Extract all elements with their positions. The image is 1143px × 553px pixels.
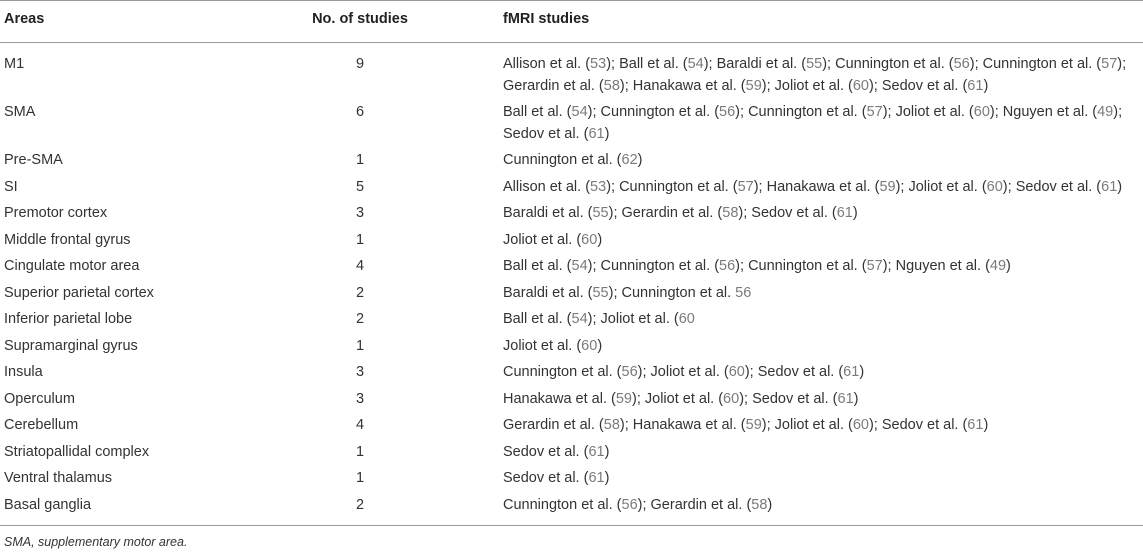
table-body — [0, 43, 1143, 526]
citation-author: Joliot et al. ( — [503, 337, 582, 354]
citation-reference-number[interactable]: 54 — [687, 56, 704, 72]
citation — [503, 285, 622, 301]
table-row — [0, 229, 1143, 256]
citation-reference-number[interactable]: 56 — [719, 258, 736, 274]
citation-reference-number[interactable]: 61 — [843, 364, 860, 380]
cell-study-count: 3 — [355, 364, 365, 380]
citation-punctuation: ); — [608, 205, 622, 221]
citation-author: Ball et al. ( — [619, 56, 688, 72]
cell-study-count: 1 — [355, 152, 365, 168]
cell-study-count: 2 — [355, 311, 365, 327]
citation-author: Cunnington et al. ( — [600, 104, 720, 120]
table-row — [0, 308, 1143, 335]
citation-punctuation: ); — [703, 56, 717, 72]
citation-punctuation: ); — [868, 78, 882, 94]
citation — [619, 56, 717, 72]
citation-punctuation: ); — [608, 284, 622, 301]
citation-reference-number[interactable]: 58 — [603, 78, 620, 94]
citation-punctuation: ) — [637, 152, 643, 168]
cell-area: Striatopallidal complex — [4, 443, 150, 460]
citation-punctuation: ); — [989, 104, 1003, 120]
citation-reference-number[interactable]: 60 — [723, 390, 740, 407]
citation-reference-number[interactable]: 60 — [581, 337, 598, 354]
cell-area: Ventral thalamus — [4, 470, 113, 486]
citation-punctuation: ); — [868, 417, 882, 433]
citation — [503, 470, 609, 486]
citation-author: Ball et al. ( — [503, 311, 572, 327]
citation-reference-number[interactable]: 55 — [592, 284, 609, 301]
citation-punctuation: ); — [735, 258, 749, 274]
table-row — [0, 43, 1143, 102]
citation — [651, 364, 758, 380]
citation-punctuation: ); — [753, 178, 767, 195]
citation-reference-number[interactable]: 56 — [735, 284, 752, 301]
cell-study-count: 2 — [262, 494, 500, 526]
citation-author: Baraldi et al. ( — [503, 284, 593, 301]
citation-reference-number[interactable]: 60 — [678, 311, 695, 327]
citation-author: Sedov et al. ( — [503, 470, 589, 486]
citation — [651, 497, 773, 513]
cell-fmri-studies — [500, 202, 1143, 229]
citation — [775, 417, 882, 433]
citation — [752, 391, 858, 407]
citation — [503, 311, 601, 327]
citation-author: Joliot et al. ( — [908, 178, 987, 195]
citation-reference-number[interactable]: 53 — [590, 178, 607, 195]
table-row — [0, 282, 1143, 309]
citation-punctuation: ); — [619, 78, 633, 94]
cell-fmri-studies — [500, 467, 1143, 494]
cell-fmri-studies — [500, 149, 1143, 176]
citation-reference-number[interactable]: 61 — [967, 417, 984, 433]
cell-fmri-studies — [500, 361, 1143, 388]
citation-punctuation: ) — [604, 443, 610, 460]
citation-punctuation: ); — [882, 258, 896, 274]
citation-author: Cunnington et al. ( — [503, 364, 622, 380]
cell-study-count: 3 — [355, 390, 365, 407]
citation-punctuation: ) — [853, 390, 859, 407]
citation-reference-number[interactable]: 56 — [719, 104, 736, 120]
citation — [503, 232, 602, 248]
citation-punctuation: ); — [761, 417, 775, 433]
citation — [896, 258, 1011, 274]
citation — [503, 364, 651, 380]
header-row — [0, 1, 1143, 43]
citation — [622, 205, 752, 221]
citation — [503, 152, 642, 168]
cell-study-count: 3 — [355, 205, 365, 221]
table-row — [0, 255, 1143, 282]
citation-author: Sedov et al. ( — [1015, 178, 1102, 195]
cell-area: Middle frontal gyrus — [4, 231, 131, 248]
citation — [601, 258, 749, 274]
citation-punctuation: ); — [587, 104, 601, 120]
citation-reference-number[interactable]: 61 — [837, 390, 854, 407]
cell-fmri-studies — [500, 414, 1143, 441]
citation-punctuation: ) — [983, 78, 989, 94]
citation — [717, 56, 836, 72]
citation-author: Nguyen et al. ( — [895, 258, 990, 274]
table-row — [0, 101, 1143, 149]
citation-reference-number[interactable]: 61 — [1101, 178, 1118, 195]
citation-reference-number[interactable]: 59 — [879, 178, 896, 195]
citation-punctuation: ) — [604, 470, 610, 486]
table-row — [0, 494, 1143, 526]
citation-reference-number[interactable]: 61 — [967, 78, 984, 94]
citation — [503, 104, 601, 120]
citation-reference-number[interactable]: 56 — [621, 364, 638, 380]
table-row — [0, 441, 1143, 468]
citation — [622, 285, 752, 301]
citation — [908, 179, 1015, 195]
table-row — [0, 176, 1143, 203]
citation-author: Hanakawa et al. ( — [503, 390, 616, 407]
cell-study-count: 5 — [355, 178, 365, 195]
cell-fmri-studies — [500, 308, 1143, 335]
cell-study-count: 4 — [355, 417, 365, 433]
citation-punctuation: ); — [606, 178, 620, 195]
cell-area: Insula — [4, 364, 43, 380]
cell-area: SI — [4, 178, 18, 195]
citation-reference-number[interactable]: 58 — [603, 417, 620, 433]
cell-study-count: 4 — [355, 258, 365, 274]
citation-author: Cunnington et al. ( — [748, 104, 867, 120]
citation — [503, 258, 601, 274]
citation-author: Joliot et al. ( — [895, 104, 974, 120]
citation — [835, 56, 983, 72]
citation-reference-number[interactable]: 58 — [751, 496, 768, 513]
citation — [751, 205, 857, 221]
citation-author: Joliot et al. ( — [644, 390, 724, 407]
cell-fmri-studies — [500, 255, 1143, 282]
citation-author: Sedov et al. ( — [752, 390, 838, 407]
citation — [601, 311, 695, 327]
cell-fmri-studies — [500, 441, 1143, 468]
header-fmri-studies: fMRI studies — [500, 1, 1143, 43]
citation-punctuation: ); — [744, 364, 758, 380]
cell-area: Superior parietal cortex — [4, 284, 154, 301]
citation — [896, 104, 1003, 120]
cell-area: Supramarginal gyrus — [4, 337, 138, 354]
citation-author: Nguyen et al. ( — [1002, 104, 1098, 120]
header-areas: Areas — [0, 1, 262, 43]
citation-reference-number[interactable]: 62 — [621, 152, 638, 168]
citation — [503, 338, 602, 354]
citation-reference-number[interactable]: 55 — [592, 205, 609, 221]
cell-area: Inferior parietal lobe — [4, 311, 133, 327]
citation — [503, 417, 633, 433]
citation-punctuation: ); — [637, 364, 651, 380]
citation — [748, 258, 896, 274]
citation-reference-number[interactable]: 60 — [852, 78, 869, 94]
citation-reference-number[interactable]: 57 — [866, 104, 883, 120]
cell-area: Basal ganglia — [0, 494, 262, 526]
citation — [882, 417, 988, 433]
citation-author: Gerardin et al. ( — [503, 417, 604, 433]
citation-author: Gerardin et al. ( — [621, 205, 723, 221]
citation-author: Ball et al. ( — [503, 258, 572, 274]
citation-reference-number[interactable]: 57 — [737, 178, 754, 195]
citation-reference-number[interactable]: 59 — [745, 78, 762, 94]
citation-punctuation: ); — [637, 496, 651, 513]
citation-reference-number[interactable]: 55 — [806, 56, 823, 72]
citation-reference-number[interactable]: 61 — [588, 126, 605, 142]
citation — [503, 391, 645, 407]
citation — [758, 364, 864, 380]
citation-reference-number[interactable]: 60 — [581, 231, 598, 248]
cell-fmri-studies — [500, 101, 1143, 149]
citation-reference-number[interactable]: 54 — [571, 104, 588, 120]
citation — [882, 78, 988, 94]
citation-author: Hanakawa et al. ( — [766, 178, 880, 195]
citation-punctuation: ); — [739, 390, 753, 407]
cell-fmri-studies — [500, 176, 1143, 203]
citation-punctuation: ) — [852, 205, 858, 221]
citation — [1016, 179, 1122, 195]
cell-fmri-studies — [500, 335, 1143, 362]
citation-punctuation: ); — [735, 104, 749, 120]
citation-punctuation: ); — [969, 56, 983, 72]
citation-author: Gerardin et al. ( — [503, 78, 604, 94]
citation — [503, 78, 633, 94]
citation — [1003, 104, 1122, 120]
citation-author: Joliot et al. ( — [650, 364, 729, 380]
citation-punctuation: ) — [1006, 258, 1011, 274]
citation — [983, 56, 1127, 72]
cell-fmri-studies — [500, 388, 1143, 415]
citation-author: Sedov et al. ( — [881, 78, 968, 94]
table-header — [0, 1, 1143, 43]
citation-punctuation: ) — [859, 364, 865, 380]
citation — [633, 78, 775, 94]
citation-author: Sedov et al. ( — [503, 443, 589, 460]
table-row — [0, 388, 1143, 415]
citation-punctuation: ); — [1113, 104, 1123, 120]
citation-punctuation: ) — [604, 126, 610, 142]
citation-author: Cunnington et al. ( — [619, 178, 738, 195]
citation-reference-number[interactable]: 61 — [588, 443, 605, 460]
citation-author: Cunnington et al. ( — [835, 56, 954, 72]
cell-fmri-studies — [500, 282, 1143, 309]
citation-author: Joliot et al. ( — [774, 417, 853, 433]
citation-author: Allison et al. ( — [503, 56, 591, 72]
citation-punctuation: ); — [882, 104, 896, 120]
citation-reference-number[interactable]: 56 — [621, 496, 638, 513]
cell-area: Pre-SMA — [4, 152, 63, 168]
citation-author: Ball et al. ( — [503, 104, 572, 120]
citation-author: Hanakawa et al. ( — [632, 78, 746, 94]
citation-author: Baraldi et al. ( — [716, 56, 807, 72]
cell-study-count: 1 — [355, 337, 365, 354]
cell-area: Cerebellum — [4, 417, 79, 433]
citation — [767, 179, 909, 195]
citation — [503, 56, 619, 72]
citation-punctuation: ); — [895, 178, 909, 195]
citation-author: Sedov et al. ( — [757, 364, 844, 380]
citation-author: Joliot et al. ( — [774, 78, 853, 94]
citation-reference-number[interactable]: 59 — [745, 417, 762, 433]
citation-author: Cunnington et al. — [621, 284, 736, 301]
cell-area: Premotor cortex — [4, 205, 108, 221]
citation-reference-number[interactable]: 61 — [588, 470, 605, 486]
citation — [503, 179, 619, 195]
citation-reference-number[interactable]: 60 — [852, 417, 869, 433]
citation — [748, 104, 896, 120]
citation-punctuation: ); — [1117, 56, 1127, 72]
citation-reference-number[interactable]: 61 — [836, 205, 853, 221]
cell-study-count: 9 — [355, 56, 365, 72]
citation-reference-number[interactable]: 54 — [571, 258, 588, 274]
cell-fmri-studies — [500, 494, 1143, 526]
citation-punctuation: ); — [1002, 178, 1016, 195]
citation-reference-number[interactable]: 54 — [571, 311, 588, 327]
cell-area: Cingulate motor area — [4, 258, 140, 274]
citation-punctuation: ) — [1117, 178, 1123, 195]
citation-reference-number[interactable]: 60 — [986, 178, 1003, 195]
citation-punctuation: ); — [738, 205, 752, 221]
citation-author: Sedov et al. ( — [503, 126, 589, 142]
citation-author: Allison et al. ( — [503, 178, 591, 195]
cell-area: M1 — [4, 56, 25, 72]
citation — [633, 417, 775, 433]
citation-author: Cunnington et al. ( — [982, 56, 1102, 72]
citation-author: Sedov et al. ( — [881, 417, 968, 433]
citation-author: Cunnington et al. ( — [503, 152, 622, 168]
table-row — [0, 414, 1143, 441]
header-num-studies: No. of studies — [262, 1, 500, 43]
citation-author: Cunnington et al. ( — [503, 496, 622, 513]
citation-reference-number[interactable]: 60 — [973, 104, 990, 120]
citation-reference-number[interactable]: 56 — [953, 56, 970, 72]
citation-reference-number[interactable]: 53 — [590, 56, 607, 72]
citation-punctuation: ); — [587, 311, 601, 327]
citation-punctuation: ); — [822, 56, 836, 72]
table-row — [0, 467, 1143, 494]
citation — [503, 497, 651, 513]
citation-reference-number[interactable]: 60 — [728, 364, 745, 380]
table-row — [0, 335, 1143, 362]
citation — [503, 444, 609, 460]
citation-reference-number[interactable]: 57 — [1101, 56, 1118, 72]
citation-punctuation: ) — [597, 231, 603, 248]
citation — [619, 179, 767, 195]
citation-author: Baraldi et al. ( — [503, 205, 593, 221]
cell-area: Operculum — [4, 390, 75, 407]
citation-reference-number[interactable]: 49 — [989, 258, 1007, 274]
table-row — [0, 202, 1143, 229]
table-row — [0, 361, 1143, 388]
citation-punctuation: ); — [606, 56, 620, 72]
cell-study-count: 6 — [355, 104, 365, 120]
citation-author: Cunnington et al. ( — [748, 258, 867, 274]
citation — [645, 391, 752, 407]
citation — [503, 205, 622, 221]
citation-author: Hanakawa et al. ( — [632, 417, 746, 433]
citation-punctuation: ); — [761, 78, 775, 94]
citation-punctuation: ); — [619, 417, 633, 433]
citation-author: Joliot et al. ( — [600, 311, 679, 327]
citation-author: Gerardin et al. ( — [650, 496, 752, 513]
cell-study-count: 1 — [355, 231, 365, 248]
citation-reference-number[interactable]: 57 — [866, 258, 883, 274]
citation-punctuation: ) — [767, 496, 773, 513]
cell-study-count: 1 — [355, 470, 365, 486]
citation — [503, 126, 609, 142]
citation-author: Joliot et al. ( — [503, 231, 582, 248]
table-footnote: SMA, supplementary motor area. — [4, 535, 188, 549]
citation-reference-number[interactable]: 58 — [722, 205, 739, 221]
cell-area: SMA — [4, 104, 36, 120]
citation — [775, 78, 882, 94]
citation-author: Sedov et al. ( — [751, 205, 837, 221]
citation-punctuation: ) — [597, 337, 603, 354]
cell-fmri-studies — [500, 43, 1143, 102]
citation-reference-number[interactable]: 49 — [1097, 104, 1114, 120]
cell-study-count: 1 — [355, 443, 365, 460]
table-row — [0, 149, 1143, 176]
citation-punctuation: ) — [983, 417, 989, 433]
cell-fmri-studies — [500, 229, 1143, 256]
cell-study-count: 2 — [355, 284, 365, 301]
citation-punctuation: ); — [587, 258, 601, 274]
citation-author: Cunnington et al. ( — [600, 258, 720, 274]
citation-punctuation: ); — [631, 390, 645, 407]
citation-reference-number[interactable]: 59 — [615, 390, 632, 407]
citation — [601, 104, 749, 120]
